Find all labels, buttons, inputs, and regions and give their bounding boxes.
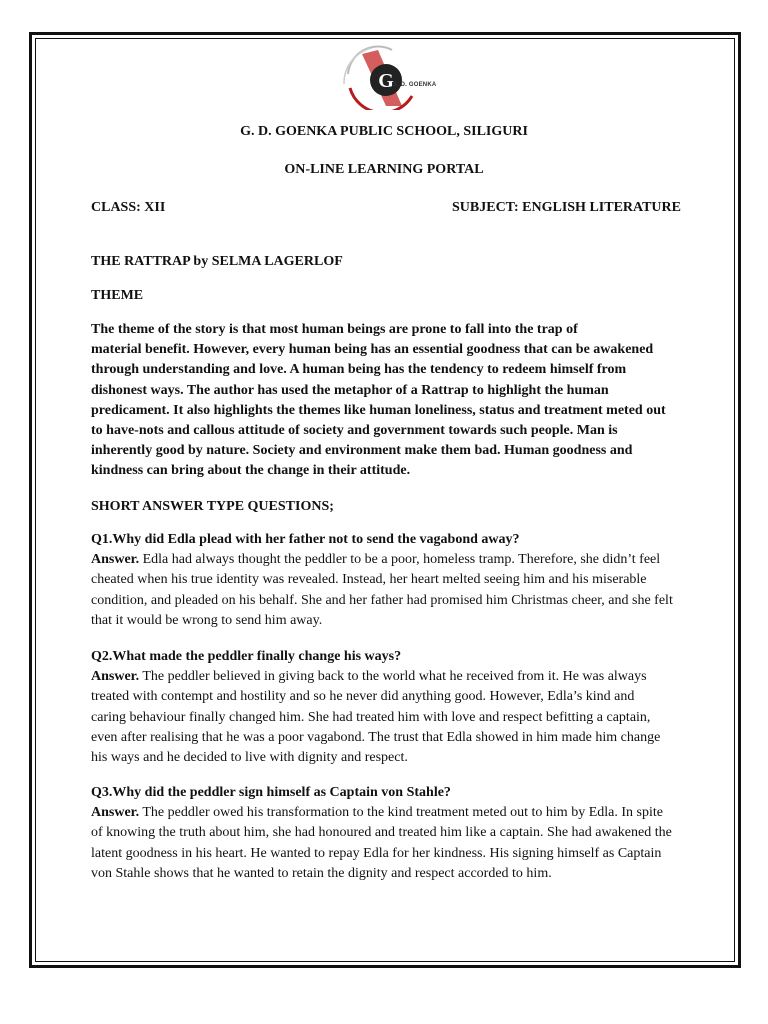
theme-heading: THEME [91, 288, 144, 303]
subject-label: SUBJECT: ENGLISH LITERATURE [452, 200, 681, 215]
svg-text:G: G [378, 70, 394, 92]
answer-line: cheated when his true identity was revealed. Instead, her heart melted seeing him and his miserable [91, 572, 647, 588]
document-title: THE RATTRAP by SELMA LAGERLOF [91, 254, 343, 269]
answer-line: condition, and pleaded on his behalf. She and her father had promised him Christmas cheer, and she felt [91, 592, 673, 608]
question-block-3 [91, 783, 711, 884]
school-name: G. D. GOENKA PUBLIC SCHOOL, SILIGURI [240, 124, 528, 139]
theme-line: to have-nots and callous attitude of society and government towards such people. Man is [91, 423, 618, 439]
logo-text: G. D. GOENKA [392, 82, 437, 88]
answer-line: that it would be wrong to send him away. [91, 612, 323, 628]
answer-label: Answer. [91, 669, 140, 685]
question-block-2 [91, 647, 711, 768]
question-text: Q3.Why did the peddler sign himself as Captain von Stahle? [91, 785, 451, 800]
answer-line: The peddler owed his transformation to the kind treatment meted out to him by Edla. In spite [139, 805, 663, 821]
theme-paragraph [91, 320, 711, 482]
question-text: Q2.What made the peddler finally change his ways? [91, 649, 402, 664]
school-logo [342, 44, 442, 110]
answer-line: The peddler believed in giving back to the world what he received from it. He was always [139, 669, 647, 685]
answer-line: treated with contempt and hostility and so he never did anything good. However, Edla’s kind and [91, 689, 635, 705]
answer-line: latent goodness in his heart. He wanted to repay Edla for her kindness. His signing himself as Captain [91, 845, 662, 861]
question-text: Q1.Why did Edla plead with her father not to send the vagabond away? [91, 532, 520, 547]
theme-line: through understanding and love. A human being has the tendency to redeem himself from [91, 362, 627, 378]
answer-label: Answer. [91, 805, 140, 821]
portal-name: ON-LINE LEARNING PORTAL [284, 162, 484, 177]
answer-label: Answer. [91, 552, 140, 568]
theme-line: material benefit. However, every human being has an essential goodness that can be awakened [91, 342, 654, 358]
class-label: CLASS: XII [91, 200, 166, 215]
theme-line: The theme of the story is that most human beings are prone to fall into the trap of [91, 322, 578, 337]
theme-line: kindness can bring about the change in their attitude. [91, 463, 411, 479]
question-block-1 [91, 530, 711, 631]
answer-line: even after realising that he was a poor vagabond. The trust that Edla showed in him made him change [91, 729, 661, 745]
answer-line: von Stahle shows that he wanted to retain the dignity and respect accorded to him. [91, 865, 552, 881]
section-heading: SHORT ANSWER TYPE QUESTIONS; [91, 499, 334, 514]
answer-line: Edla had always thought the peddler to be a poor, homeless tramp. Therefore, she didn’t feel [139, 552, 661, 568]
answer-line: his ways and he decided to live with dignity and respect. [91, 750, 408, 766]
theme-line: dishonest ways. The author has used the metaphor of a Rattrap to highlight the human [91, 382, 609, 398]
theme-line: inherently good by nature. Society and environment make them bad. Human goodness and [91, 443, 633, 459]
theme-line: predicament. It also highlights the themes like human loneliness, status and treatment meted out [91, 402, 666, 418]
answer-line: caring behaviour finally changed him. She had treated him with love and respect befitting a captain, [91, 709, 651, 725]
answer-line: of knowing the truth about him, she had honoured and treated him like a captain. She had awakened the [91, 825, 672, 841]
